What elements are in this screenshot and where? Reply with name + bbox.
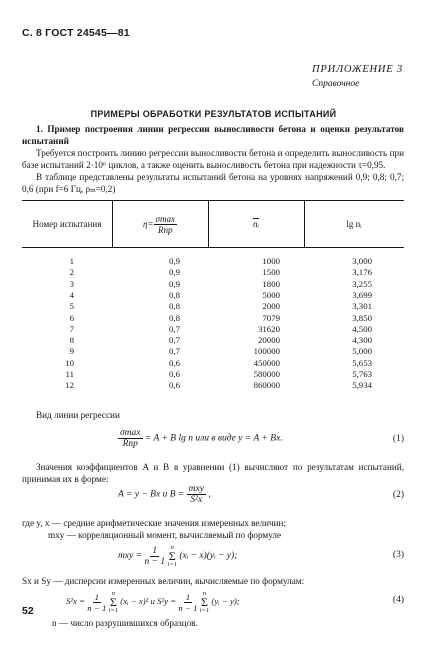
cell-lg: 3,176 <box>352 267 372 278</box>
cell-ni: 5000 <box>262 289 280 300</box>
table-row <box>22 256 404 267</box>
cell-ni: 1500 <box>262 267 280 278</box>
header-number: Номер испытания <box>32 219 102 229</box>
cell-eta: 0,8 <box>169 312 180 323</box>
cell-number: 1 <box>69 256 74 266</box>
equation-3: mxy = $\frac{1}{n - 1}$ n Σ i=1 (xᵢ − x)(yᵢ − y); (3) <box>118 544 404 568</box>
table-row <box>22 358 404 369</box>
cell-number: 3 <box>69 278 74 289</box>
cell-eta: 0,8 <box>169 289 180 300</box>
table-row <box>22 301 404 312</box>
page-number: 52 <box>22 605 34 617</box>
cell-ni: 860000 <box>253 380 280 391</box>
section-title: ПРИМЕРЫ ОБРАБОТКИ РЕЗУЛЬТАТОВ ИСПЫТАНИЙ <box>90 109 337 119</box>
cell-lg: 5,653 <box>352 357 372 368</box>
cell-number: 5 <box>69 301 74 312</box>
paragraph-dispersion: Sx и Sy — дисперсии измеренных величин, вычисляемые по формулам: <box>22 576 305 586</box>
cell-eta: 0,6 <box>169 380 180 391</box>
cell-ni: 450000 <box>253 357 280 368</box>
cell-ni: 580000 <box>253 369 280 379</box>
cell-ni: 1000 <box>262 256 280 266</box>
table-header <box>22 201 404 248</box>
where-means: где y, x — средние арифметические значения измеренных величин; <box>22 518 287 528</box>
appendix-subtitle: Справочное <box>312 79 360 89</box>
where-moment: mxy — корреляционный момент, вычисляемый по формуле <box>48 530 282 540</box>
cell-number: 8 <box>69 335 74 346</box>
appendix-label <box>312 62 403 92</box>
cell-lg: 5,934 <box>352 380 372 391</box>
cell-eta: 0,7 <box>169 346 180 357</box>
cell-ni: 1800 <box>262 278 280 289</box>
cell-lg: 3,301 <box>352 301 372 312</box>
table-body <box>22 248 404 418</box>
cell-lg: 3,255 <box>352 278 372 289</box>
table-row <box>22 369 404 380</box>
table-row <box>22 380 404 391</box>
regression-lead: Вид линии регрессии <box>36 410 120 420</box>
header-ni: $\overline{nᵢ}$ <box>253 219 259 229</box>
cell-lg: 3,000 <box>352 256 372 266</box>
table-row <box>22 335 404 346</box>
cell-eta: 0,6 <box>169 357 180 368</box>
cell-eta: 0,9 <box>169 278 180 289</box>
table-row <box>22 346 404 357</box>
cell-ni: 20000 <box>258 335 280 346</box>
cell-lg: 3,850 <box>352 312 372 323</box>
header-eta: η= $\frac{\sigma\max}{\text{Rпр}}$ <box>143 213 175 235</box>
cell-eta: 0,9 <box>169 267 180 278</box>
results-table <box>22 200 404 418</box>
equation-1: $\frac{\sigma\max}{\text{Rпр}}$ = A + B lg n или в виде y = A + Bx. (1) <box>120 428 404 449</box>
cell-number: 9 <box>69 346 74 357</box>
table-row <box>22 290 404 301</box>
cell-ni: 7079 <box>262 312 280 323</box>
cell-number: 12 <box>65 380 74 391</box>
cell-number: 4 <box>69 289 74 300</box>
cell-number: 7 <box>69 323 74 334</box>
cell-number: 6 <box>69 312 74 323</box>
cell-number: 11 <box>65 369 74 379</box>
cell-lg: 4,300 <box>352 335 372 346</box>
cell-lg: 4,500 <box>352 323 372 334</box>
cell-eta: 0,9 <box>169 256 180 266</box>
cell-eta: 0,6 <box>169 369 180 379</box>
cell-lg: 5,000 <box>352 346 372 357</box>
cell-lg: 5,763 <box>352 369 372 379</box>
equation-4: S²x = $\frac{1}{n - 1}$ n Σ i=1 (xᵢ − x)² и S²y = $\frac{1}{n - 1}$ n Σ i=1 (yᵢ − y); (4) <box>66 590 404 614</box>
paragraph-coefficients: Значения коэффициентов A и B в уравнении (1) вычисляют по результатам испытаний, принимая их в форме: <box>22 462 404 484</box>
cell-lg: 3,699 <box>352 289 372 300</box>
cell-eta: 0,7 <box>169 335 180 346</box>
appendix-title: ПРИЛОЖЕНИЕ 3 <box>312 64 403 75</box>
table-row <box>22 313 404 324</box>
cell-ni: 100000 <box>253 346 280 357</box>
table-row <box>22 267 404 278</box>
table-row <box>22 324 404 335</box>
paragraph-table-intro: В таблице представлены результаты испытаний бетона на уровнях напряжений 0,9; 0,8; 0,7; 0,6 (при f=6 Гц, ρₘ=0,2) <box>22 172 404 194</box>
cell-eta: 0,8 <box>169 301 180 312</box>
document-header: С. 8 ГОСТ 24545—81 <box>22 27 130 39</box>
cell-number: 10 <box>65 357 74 368</box>
n-definition: n — число разрушившихся образцов. <box>52 618 198 628</box>
cell-number: 2 <box>69 267 74 278</box>
cell-ni: 31620 <box>258 323 280 334</box>
cell-ni: 2000 <box>262 301 280 312</box>
cell-eta: 0,7 <box>169 323 180 334</box>
header-lg: lg nᵢ <box>346 219 362 229</box>
table-row <box>22 279 404 290</box>
paragraph-task: Требуется построить линию регрессии выносливости бетона и определить выносливость при базе испытаний 2·10⁶ циклов, а также оценить выносливость бетона при надежности τ=0,95. <box>22 148 404 170</box>
equation-2: A = y − Bx и B = $\frac{\text{mxy}}{\text{S²x}}$ , (2) <box>118 484 404 505</box>
example-heading: 1. Пример построения линии регрессии выносливости бетона и оценки результатов испытаний <box>22 124 404 146</box>
